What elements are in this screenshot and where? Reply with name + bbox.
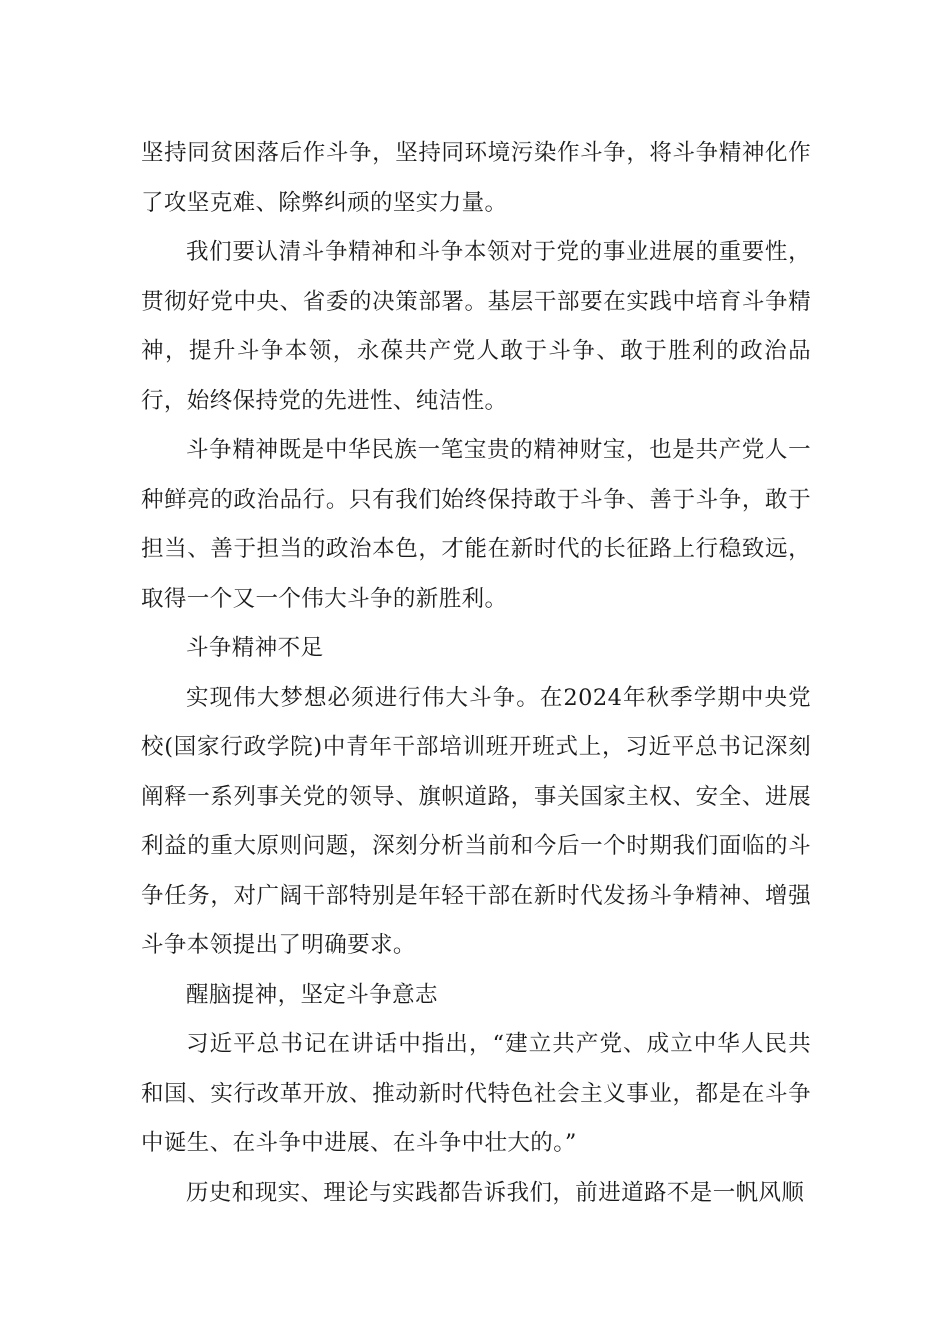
paragraph-5: 习近平总书记在讲话中指出，“建立共产党、成立中华人民共和国、实行改革开放、推动新时代特色社会主义事业，都是在斗争中诞生、在斗争中进展、在斗争中壮大的。” [141, 1031, 811, 1156]
document-body [141, 129, 811, 1218]
section-heading-firm-will: 醒脑提神，坚定斗争意志 [186, 981, 438, 1008]
section-heading-insufficient-spirit: 斗争精神不足 [186, 635, 324, 661]
paragraph-3: 斗争精神既是中华民族一笔宝贵的精神财宝，也是共产党人一种鲜亮的政治品行。只有我们始终保持敢于斗争、善于斗争，敢于担当、善于担当的政治本色，才能在新时代的长征路上行稳致远，取得一个又一个伟大斗争的新胜利。 [141, 437, 811, 612]
paragraph-2: 我们要认清斗争精神和斗争本领对于党的事业进展的重要性，贯彻好党中央、省委的决策部署。基层干部要在实践中培育斗争精神，提升斗争本领，永葆共产党人敢于斗争、敢于胜利的政治品行，始终保持党的先进性、纯洁性。 [141, 239, 811, 414]
paragraph-6: 历史和现实、理论与实践都告诉我们，前进道路不是一帆风顺 [186, 1179, 805, 1206]
paragraph-4: 实现伟大梦想必须进行伟大斗争。在2024年秋季学期中央党校(国家行政学院)中青年干部培训班开班式上，习近平总书记深刻阐释一系列事关党的领导、旗帜道路，事关国家主权、安全、进展利益的重大原则问题，深刻分析当前和今后一个时期我们面临的斗争任务，对广阔干部特别是年轻干部在新时代发扬斗争精神、增强斗争本领提出了明确要求。 [141, 684, 811, 958]
paragraph-1: 坚持同贫困落后作斗争，坚持同环境污染作斗争，将斗争精神化作了攻坚克难、除弊纠顽的坚实力量。 [141, 140, 811, 216]
